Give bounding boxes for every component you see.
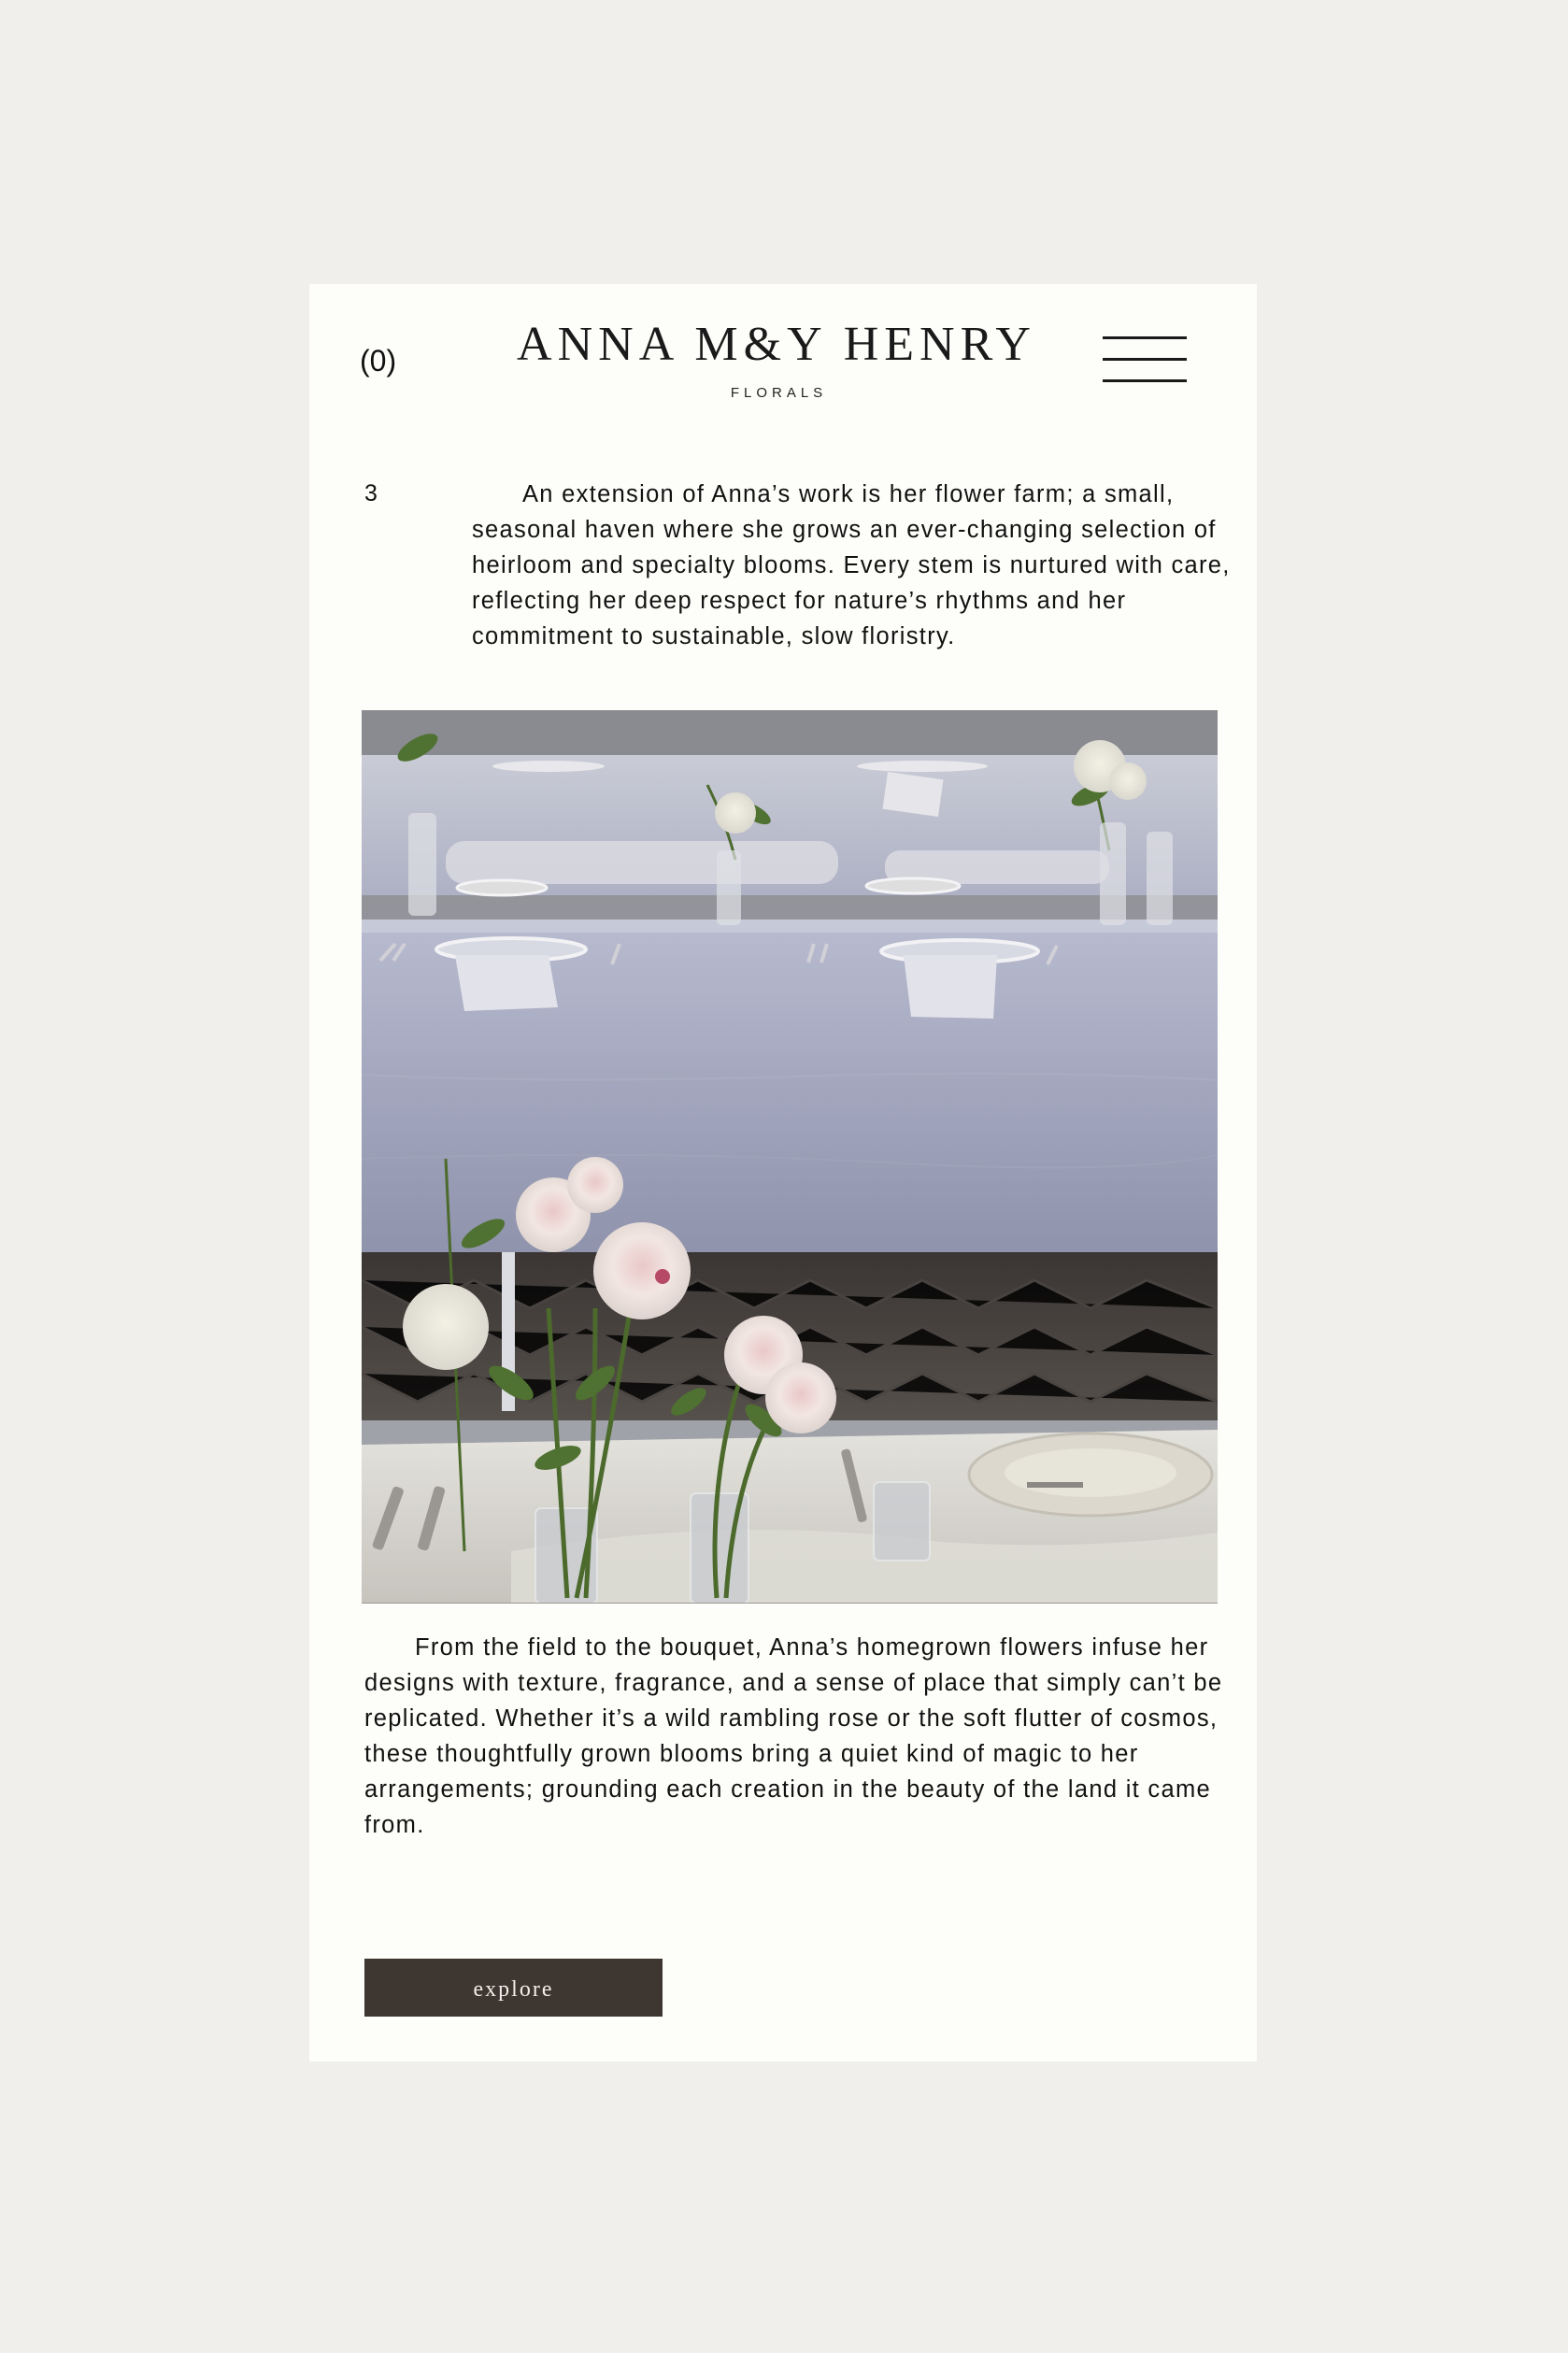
intro-paragraph [472, 477, 1257, 654]
section-number: 3 [364, 480, 378, 506]
menu-line [1103, 358, 1187, 361]
menu-line [1103, 336, 1187, 339]
body-text: From the field to the bouquet, Anna’s homegrown flowers infuse her designs with texture, fragrance, and a sense of place that simply can’t be replicated. Whether it’s a wild rambling rose or the soft flutter of cosmos, these thoughtfully grown blooms bring a quiet kind of magic to her arrangements; grounding each creation in the beauty of the land it came from. [364, 1634, 1223, 1838]
intro-text: An extension of Anna’s work is her flower farm; a small, seasonal haven where she grows an ever-changing selection of heirloom and specialty blooms. Every stem is nurtured with care, reflecting her deep respect for nature’s rhythms and her commitment to sustainable, slow floristry. [472, 481, 1231, 649]
menu-line [1103, 379, 1187, 382]
photo-illustration [362, 710, 1218, 1604]
hamburger-menu-icon[interactable] [1103, 333, 1187, 385]
page-container [309, 284, 1257, 2061]
cart-count-link[interactable]: (0) [360, 344, 397, 378]
body-paragraph [364, 1630, 1233, 1843]
brand-logo[interactable] [487, 312, 1066, 401]
explore-button[interactable]: explore [364, 1959, 663, 2017]
brand-subtitle: FLORALS [730, 385, 828, 401]
brand-title: ANNA M&Y HENRY [517, 318, 1036, 371]
table-flowers-photo [362, 710, 1218, 1604]
